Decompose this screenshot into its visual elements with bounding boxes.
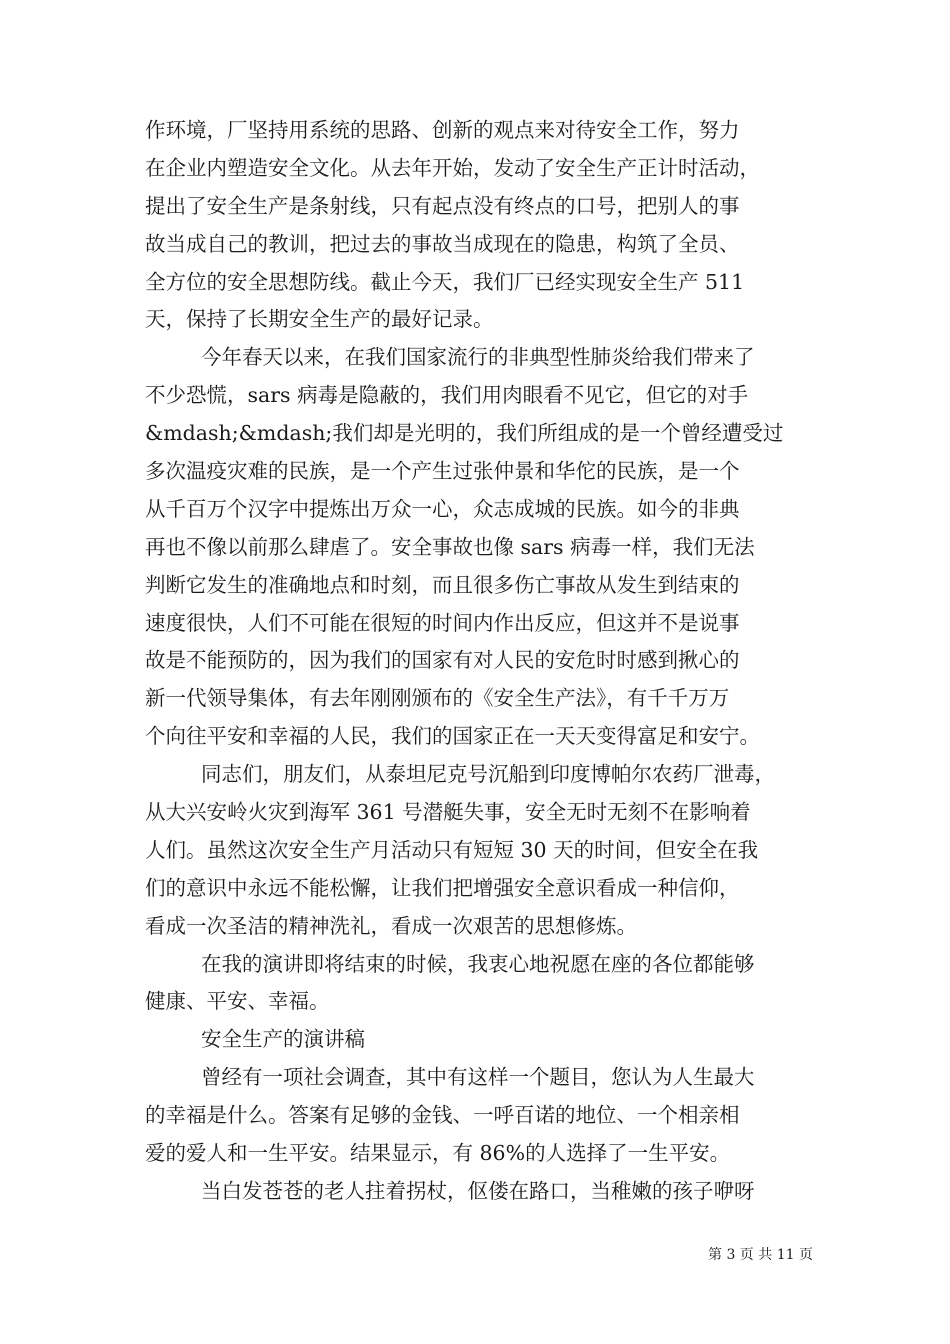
- text-line: 们的意识中永远不能松懈，让我们把增强安全意识看成一种信仰，: [145, 875, 740, 900]
- page-number-footer: 第 3 页 共 11 页: [708, 1247, 813, 1263]
- text-line: 故是不能预防的，因为我们的国家有对人民的安危时时感到揪心的: [145, 648, 740, 673]
- text-line: 从大兴安岭火灾到海军 361 号潜艇失事，安全无时无刻不在影响着: [145, 800, 751, 825]
- paragraph-start-line: 曾经有一项社会调查，其中有这样一个题目，您认为人生最大: [201, 1065, 755, 1090]
- paragraph-start-line: 同志们，朋友们，从泰坦尼克号沉船到印度博帕尔农药厂泄毒，: [201, 762, 775, 787]
- text-line: 在企业内塑造安全文化。从去年开始，发动了安全生产正计时活动，: [145, 155, 760, 180]
- paragraph-start-line: 在我的演讲即将结束的时候，我衷心地祝愿在座的各位都能够: [201, 951, 755, 976]
- text-line: &mdash;&mdash;我们却是光明的，我们所组成的是一个曾经遭受过: [145, 421, 784, 446]
- text-line: 作环境，厂坚持用系统的思路、创新的观点来对待安全工作，努力: [145, 118, 740, 142]
- section-heading: 安全生产的演讲稿: [201, 1027, 365, 1052]
- text-line: 从千百万个汉字中提炼出万众一心，众志成城的民族。如今的非典: [145, 496, 740, 521]
- text-line: 天，保持了长期安全生产的最好记录。: [145, 307, 494, 332]
- body-text: [145, 112, 815, 1211]
- paragraph-start-line: 今年春天以来，在我们国家流行的非典型性肺炎给我们带来了: [201, 345, 755, 370]
- text-line: 个向往平安和幸福的人民，我们的国家正在一天天变得富足和安宁。: [145, 724, 760, 749]
- text-line: 判断它发生的准确地点和时刻，而且很多伤亡事故从发生到结束的: [145, 572, 740, 597]
- text-line: 故当成自己的教训，把过去的事故当成现在的隐患，构筑了全员、: [145, 231, 740, 256]
- text-line: 速度很快，人们不可能在很短的时间内作出反应，但这并不是说事: [145, 610, 740, 635]
- text-line: 人们。虽然这次安全生产月活动只有短短 30 天的时间，但安全在我: [145, 837, 759, 862]
- text-line: 全方位的安全思想防线。截止今天，我们厂已经实现安全生产 511: [145, 269, 745, 294]
- text-line: 提出了安全生产是条射线，只有起点没有终点的口号，把别人的事: [145, 193, 740, 218]
- text-line: 看成一次圣洁的精神洗礼，看成一次艰苦的思想修炼。: [145, 913, 637, 938]
- paragraph-start-line: 当白发苍苍的老人拄着拐杖，伛偻在路口，当稚嫩的孩子咿呀: [201, 1178, 755, 1203]
- text-line: 爱的爱人和一生平安。结果显示，有 86%的人选择了一生平安。: [145, 1141, 731, 1166]
- text-line: 再也不像以前那么肆虐了。安全事故也像 sars 病毒一样，我们无法: [145, 534, 755, 559]
- text-line: 新一代领导集体，有去年刚刚颁布的《安全生产法》，有千千万万: [145, 686, 730, 711]
- text-line: 不少恐慌，sars 病毒是隐蔽的，我们用肉眼看不见它，但它的对手: [145, 383, 749, 408]
- text-line: 健康、平安、幸福。: [145, 989, 330, 1014]
- text-line: 多次温疫灾难的民族，是一个产生过张仲景和华佗的民族，是一个: [145, 459, 740, 484]
- text-line: 的幸福是什么。答案有足够的金钱、一呼百诺的地位、一个相亲相: [145, 1103, 740, 1128]
